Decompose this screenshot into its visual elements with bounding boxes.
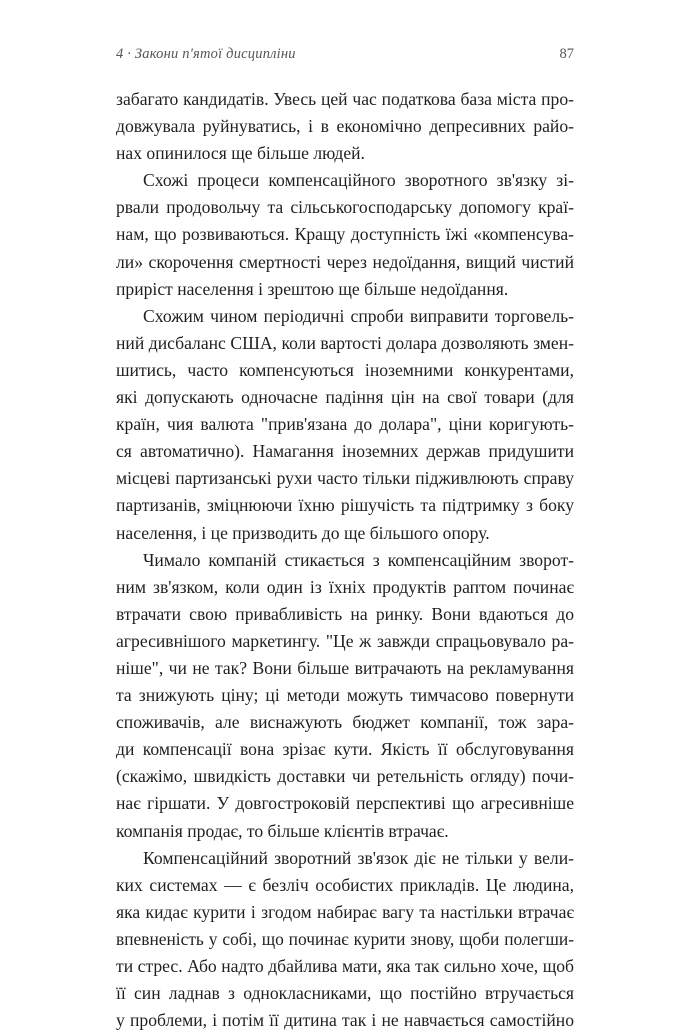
text-line: ся автоматично). Намагання іноземних держав придушити [116, 441, 574, 462]
text-line: довжувала руйнуватись, і в економічно депресивних райо- [116, 116, 574, 137]
chapter-title: 4 · Закони п'ятої дисципліни [116, 46, 296, 62]
text-line: втрачати свою привабливість на ринку. Вони вдаються до [116, 603, 574, 624]
text-line: ли» скорочення смертності через недоїдання, вищий чистий [116, 251, 574, 272]
text-line: шитись, часто компенсуються іноземними конкурентами, [116, 359, 574, 380]
text-line: її син ладнав з однокласниками, що постійно втручається [116, 983, 574, 1004]
text-line: ним зв'язком, коли один із їхніх продуктів раптом починає [116, 576, 574, 597]
text-line: ніше", чи не так? Вони більше витрачають на рекламування [116, 657, 574, 678]
text-line: партизанів, зміцнюючи їхню рішучість та підтримку з боку [116, 495, 574, 516]
text-line: компанія продає, то більше клієнтів втрачає. [116, 820, 449, 841]
text-line: Схожим чином періодичні спроби виправити торговель- [143, 305, 574, 326]
text-line: рвали продовольчу та сільськогосподарську допомогу краї- [116, 197, 574, 218]
text-line: споживачів, але виснажують бюджет компанії, тож зара- [116, 712, 574, 733]
text-line: нам, що розвиваються. Кращу доступність їжі «компенсува- [116, 224, 574, 245]
text-line: Чимало компаній стикається з компенсаційним зворот- [143, 549, 574, 570]
text-line: нає гіршати. У довгостроковій перспективі що агресивніше [116, 793, 574, 814]
text-line: забагато кандидатів. Увесь цей час податкова база міста про- [116, 89, 574, 109]
text-line: місцеві партизанські рухи часто тільки підживлюють справу [116, 468, 574, 489]
text-line: та знижують ціну; ці методи можуть тимчасово повернути [116, 685, 574, 706]
text-line: ди компенсації вона зрізає кути. Якість її обслуговування [116, 739, 574, 760]
text-line: впевненість у собі, що починає курити знову, щоби полегши- [116, 928, 574, 949]
text-line: Схожі процеси компенсаційного зворотного зв'язку зі- [143, 170, 574, 191]
text-line: Компенсаційний зворотний зв'язок діє не тільки у вели- [143, 847, 574, 868]
text-line: агресивнішого маркетингу. "Це ж завжди спрацьовувало ра- [116, 630, 574, 651]
text-line: у проблеми, і потім її дитина так і не навчається самостійно [116, 1010, 574, 1031]
body-text [116, 86, 574, 1034]
text-line: населення, і це призводить до ще більшого опору. [116, 522, 490, 543]
running-head [116, 46, 574, 66]
text-line: яка кидає курити і згодом набирає вагу та настільки втрачає [116, 901, 574, 922]
text-line: (скажімо, швидкість доставки чи ретельність огляду) почи- [116, 766, 574, 787]
text-line: ний дисбаланс США, коли вартості долара дозволяють змен- [116, 332, 574, 353]
text-line: приріст населення і зрештою ще більше недоїдання. [116, 278, 509, 299]
text-line: ких системах — є безліч особистих прикладів. Це людина, [116, 874, 574, 895]
page-number: 87 [559, 46, 574, 62]
text-line: країн, чия валюта "прив'язана до долара", ціни коригують- [116, 414, 574, 435]
text-line: ти стрес. Або надто дбайлива мати, яка так сильно хоче, щоб [116, 956, 574, 976]
text-line: нах опинилося ще більше людей. [116, 143, 365, 164]
text-line: які допускають одночасне падіння цін на свої товари (для [116, 387, 574, 408]
